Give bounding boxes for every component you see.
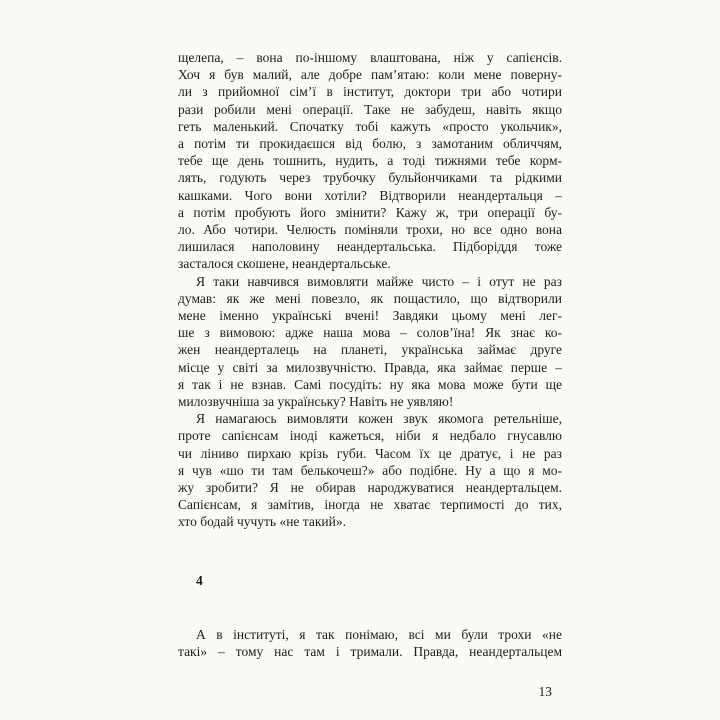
section-heading: 4	[196, 572, 203, 588]
text-line: такі» – тому нас там і тримали. Правда, неандертальцем	[178, 644, 562, 660]
text-line: Хоч я був малий, але добре пам’ятаю: коли мене поверну-	[178, 67, 562, 83]
text-line: чи ліниво пирхаю крізь губи. Часом їх це дратує, і не раз	[178, 445, 562, 461]
text-line: хто бодай чучуть «не такий».	[178, 514, 346, 530]
text-line: ше з вимовою: адже наша мова – солов’їна! Як знає ко-	[178, 325, 562, 341]
text-line: А в інституті, я так понімаю, всі ми були трохи «не	[196, 626, 562, 642]
text-column	[178, 49, 562, 660]
text-line: геть маленький. Спочатку тобі кажуть «просто укольчик»,	[178, 118, 562, 134]
text-line: лять, годують через трубочку бульйончиками та рідкими	[178, 170, 562, 186]
paragraph	[178, 410, 562, 530]
text-line: я так і не взнав. Самі посудіть: ну яка мова може бути ще	[178, 376, 562, 392]
paragraph	[178, 626, 562, 660]
text-line: ло. Або чотири. Челюсть поміняли трохи, но все одно вона	[178, 222, 562, 238]
text-line: кашками. Чого вони хотіли? Відтворили неандертальця –	[178, 187, 562, 203]
text-line: лишилася наполовину неандертальська. Підборіддя тоже	[178, 239, 562, 255]
text-line: рази робили мені операції. Таке не забудеш, навіть якщо	[178, 101, 562, 117]
text-line: а потім ти прокидаєшся від болю, з замотаним обличчям,	[178, 136, 562, 152]
text-line: милозвучніша за українську? Навіть не уявляю!	[178, 394, 454, 410]
text-line: ли з прийомної сім’ї в інститут, доктори три або чотири	[178, 84, 562, 100]
text-line: думав: як же мені повезло, як пощастило, що відтворили	[178, 290, 562, 306]
text-line: проте сапієнсам іноді кажеться, ніби я недбало гнусавлю	[178, 428, 562, 444]
text-line: Я намагаюсь вимовляти кожен звук якомога ретельніше,	[196, 411, 562, 427]
text-line: Сапієнсам, я замітив, іногда не хватає терпимості до тих,	[178, 497, 562, 513]
text-line: щелепа, – вона по-іншому влаштована, ніж у сапієнсів.	[178, 50, 562, 65]
text-line: жу зробити? Я не обирав народжуватися неандертальцем.	[178, 480, 562, 496]
text-line: жен неандерталець на планеті, українська займає друге	[178, 342, 562, 358]
paragraph	[178, 49, 562, 273]
text-line: я чув «шо ти там белькочеш?» або подібне. Ну а що я мо-	[178, 462, 562, 478]
page-number: 13	[538, 684, 552, 699]
text-line: а потім пробують його змінити? Кажу ж, три операції бу-	[178, 204, 562, 220]
text-line: мене іменно українські вчені! Завдяки цьому мені лег-	[178, 308, 562, 324]
paragraph	[178, 273, 562, 411]
text-line: місце у світі за милозвучністю. Правда, яка займає перше –	[178, 359, 562, 375]
text-line: Я таки навчився вимовляти майже чисто – і отут не раз	[196, 273, 562, 289]
text-line: засталося скошене, неандертальське.	[178, 256, 391, 272]
text-line: тебе ще день тошнить, нудить, а тоді тижнями тебе корм-	[178, 153, 562, 169]
